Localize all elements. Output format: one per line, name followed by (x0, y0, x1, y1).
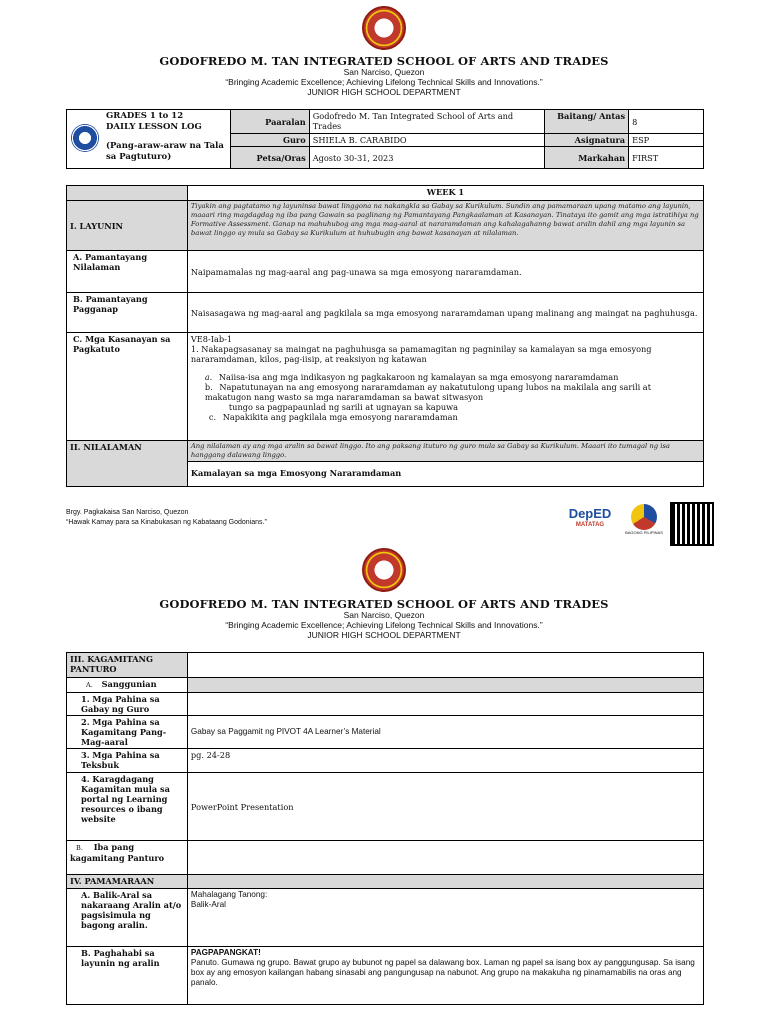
petsa-label: Petsa/Oras (230, 147, 309, 169)
item-c-text: Napakikita ang pagkilala mga emosyong nararamdaman (222, 412, 458, 422)
grades-label: GRADES 1 to 12 (106, 111, 184, 121)
dll-label: DAILY LESSON LOG (106, 122, 202, 132)
paghahabi-text: Panuto. Gumawa ng grupo. Bawat grupo ay bubunot ng papel sa dalawang box. Laman ng papel sa isang box ay panggungusap. Sa isang box ay ang emosyon kailangan habang sinasabi ang pangungusap na nabunot. Ang grupo na makakuha ng pinamamabilis na oras ang panalo. (190, 958, 695, 987)
department-label-2: JUNIOR HIGH SCHOOL DEPARTMENT (307, 630, 461, 640)
kagamitan-label: III. KAGAMITANG PANTURO (67, 653, 188, 678)
kasanayan-code: VE8-Iab-1 (190, 334, 233, 344)
iba-label (67, 841, 188, 875)
iba-marker: B. (76, 844, 83, 852)
nilalaman-value: Kamalayan sa mga Emosyong Nararamdaman (190, 468, 402, 478)
info-table (66, 109, 704, 169)
nilalaman-note: Ang nilalaman ay ang mga aralin sa bawat linggo. Ito ang paksang ituturo ng guro mula sa Gabay sa Kurikulum. Maaari ito tumagal ng isa hanggang dalawang linggo. (188, 441, 703, 462)
row2-label: 2. Mga Pahina sa Kagamitang Pang-Mag-aaral (67, 716, 188, 749)
item-c-marker: c. (208, 412, 217, 422)
sanggunian-text: Sanggunian (101, 679, 157, 689)
balik-aral-cell (187, 889, 703, 947)
bagong-pilipinas-icon (631, 504, 657, 530)
school-seal-icon-2 (362, 548, 406, 592)
sanggunian-label (67, 678, 188, 693)
paaralan-label: Paaralan (230, 110, 309, 134)
bagong-pilipinas-logo (624, 504, 664, 538)
pam-pagganap-value: Naisasagawa ng mag-aaral ang pagkilala sa mga emosyong nararamdaman upang malinang ang maingat na paghuhusga. (187, 293, 703, 333)
layunin-label: I. LAYUNIN (67, 201, 188, 251)
kasanayan-label: C. Mga Kasanayan sa Pagkatuto (67, 333, 188, 441)
sanggunian-marker: A. (86, 681, 93, 689)
pam-pagganap-label: B. Pamantayang Pagganap (67, 293, 188, 333)
footer-address: Brgy. Pagkakaisa San Narciso, Quezon (66, 509, 189, 516)
guro-value: SHIELA B. CARABIDO (309, 134, 544, 147)
row4-label: 4. Karagdagang Kagamitan mula sa portal ng Learning resources o ibang website (67, 773, 188, 841)
kagamitan-value (187, 653, 703, 678)
school-seal-icon (362, 6, 406, 50)
kasanayan-cell (187, 333, 703, 441)
paghahabi-label: B. Paghahabi sa layunin ng aralin (67, 947, 188, 1005)
school-motto: “Bringing Academic Excellence; Achieving Lifelong Technical Skills and Innovations.” (225, 77, 543, 87)
balik-aral-label: A. Balik-Aral sa nakaraang Aralin at/o pagsisimula ng bagong aralin. (67, 889, 188, 947)
row2-value: Gabay sa Paggamit ng PIVOT 4A Learner’s Material (187, 716, 703, 749)
bagong-pilipinas-text: BAGONG PILIPINAS (625, 530, 663, 535)
pam-nilalaman-value: Naipamamalas ng mag-aaral ang pag-unawa sa mga emosyong nararamdaman. (187, 251, 703, 293)
dll-title-cell (67, 110, 231, 169)
petsa-value: Agosto 30-31, 2023 (309, 147, 544, 169)
footer-tagline: “Hawak Kamay para sa Kinabukasan ng Kabataang Godonians.” (66, 519, 267, 526)
kasanayan-item-b (191, 382, 700, 402)
department-label: JUNIOR HIGH SCHOOL DEPARTMENT (307, 87, 461, 97)
kasanayan-item-c (191, 412, 700, 422)
nilalaman-label: II. NILALAMAN (67, 441, 188, 487)
school-motto-2: “Bringing Academic Excellence; Achieving Lifelong Technical Skills and Innovations.” (225, 620, 543, 630)
row4-value: PowerPoint Presentation (187, 773, 703, 841)
school-name: GODOFREDO M. TAN INTEGRATED SCHOOL OF ARTS AND TRADES (159, 54, 609, 68)
row1-label: 1. Mga Pahina sa Gabay ng Guro (67, 693, 188, 716)
paghahabi-title: PAGPAPANGKAT! (190, 948, 261, 957)
iba-value (187, 841, 703, 875)
item-a-text: Naiisa-isa ang mga indikasyon ng pagkakaroon ng kamalayan sa mga emosyong nararamdaman (218, 372, 619, 382)
row1-value (187, 693, 703, 716)
sanggunian-value (187, 678, 703, 693)
pam-nilalaman-label: A. Pamantayang Nilalaman (67, 251, 188, 293)
qr-code-icon (670, 502, 714, 546)
objectives-table (66, 185, 704, 487)
kasanayan-item-a (191, 372, 700, 382)
deped-matatag-logo (566, 506, 614, 532)
kasanayan-main: 1. Nakapagsasanay sa maingat na paghuhusga sa pamamagitan ng pagninilay sa kamalayan sa mga emosyong nararamdaman, kilos, pag-iisip, at reaksiyon ng katawan (190, 344, 652, 364)
matatag-logo-text: MATATAG (575, 522, 605, 528)
tala-label: (Pang-araw-araw na Tala sa Pagtuturo) (106, 141, 224, 162)
balik-aral-question: Mahalagang Tanong: (190, 890, 268, 899)
procedure-table (66, 652, 704, 1005)
item-a-marker: a. (204, 373, 213, 382)
baitang-value: 8 (629, 110, 704, 134)
markahan-label: Markahan (545, 147, 629, 169)
item-b-text: Napatutunayan na ang emosyong nararamdaman ay nakatutulong upang lubos na makilala ang sarili at makatugon nang wasto sa mga nararamdaman sa bawat sitwasyon (204, 382, 651, 402)
school-location: San Narciso, Quezon (343, 67, 425, 77)
layunin-note: Tiyakin ang pagtatamo ng layuninsa bawat linggona na nakangkla sa Gabay sa Kurikulum. Sundin ang pamamaraan upang matamo ang layunin, maaari ring magdagdag ng iba pang Gawain sa paglinang ng Pamantayang Pangkaalaman at Kasanayan. Tinataya ito gamit ang mga istratihiya ng Formative Assessment. Ganap na mahuhubog ang mga mag-aaral at nararamdaman ang kahalagahanng bawat aralin dahil ang mga layunin sa bawat linggo ay mula sa Gabay sa Kurikulum at huhubugin ang bawat kasanayan at nilalaman. (187, 201, 703, 251)
guro-label: Guro (230, 134, 309, 147)
deped-seal-icon (71, 124, 99, 152)
markahan-value: FIRST (629, 147, 704, 169)
week-label: WEEK 1 (187, 186, 703, 201)
row3-label: 3. Mga Pahina sa Teksbuk (67, 749, 188, 773)
row3-value: pg. 24-28 (187, 749, 703, 773)
item-b-continuation: tungo sa pagpapaunlad ng sarili at ugnayan sa kapuwa (228, 402, 459, 412)
paaralan-value: Godofredo M. Tan Integrated School of Arts and Trades (309, 110, 544, 134)
week-corner-cell (67, 186, 188, 201)
balik-aral-text: Balik-Aral (190, 900, 226, 909)
deped-logo-text: DepED (568, 506, 612, 521)
paghahabi-cell (187, 947, 703, 1005)
baitang-label: Baitang/ Antas (545, 110, 629, 134)
pamamaraan-value (187, 875, 703, 889)
item-b-marker: b. (204, 382, 213, 392)
school-name-2: GODOFREDO M. TAN INTEGRATED SCHOOL OF ARTS AND TRADES (159, 597, 609, 611)
nilalaman-cell (187, 441, 703, 487)
pamamaraan-label: IV. PAMAMARAAN (67, 875, 188, 889)
school-location-2: San Narciso, Quezon (343, 610, 425, 620)
asignatura-label: Asignatura (545, 134, 629, 147)
asignatura-value: ESP (629, 134, 704, 147)
iba-text: Iba pang kagamitang Panturo (70, 842, 165, 863)
